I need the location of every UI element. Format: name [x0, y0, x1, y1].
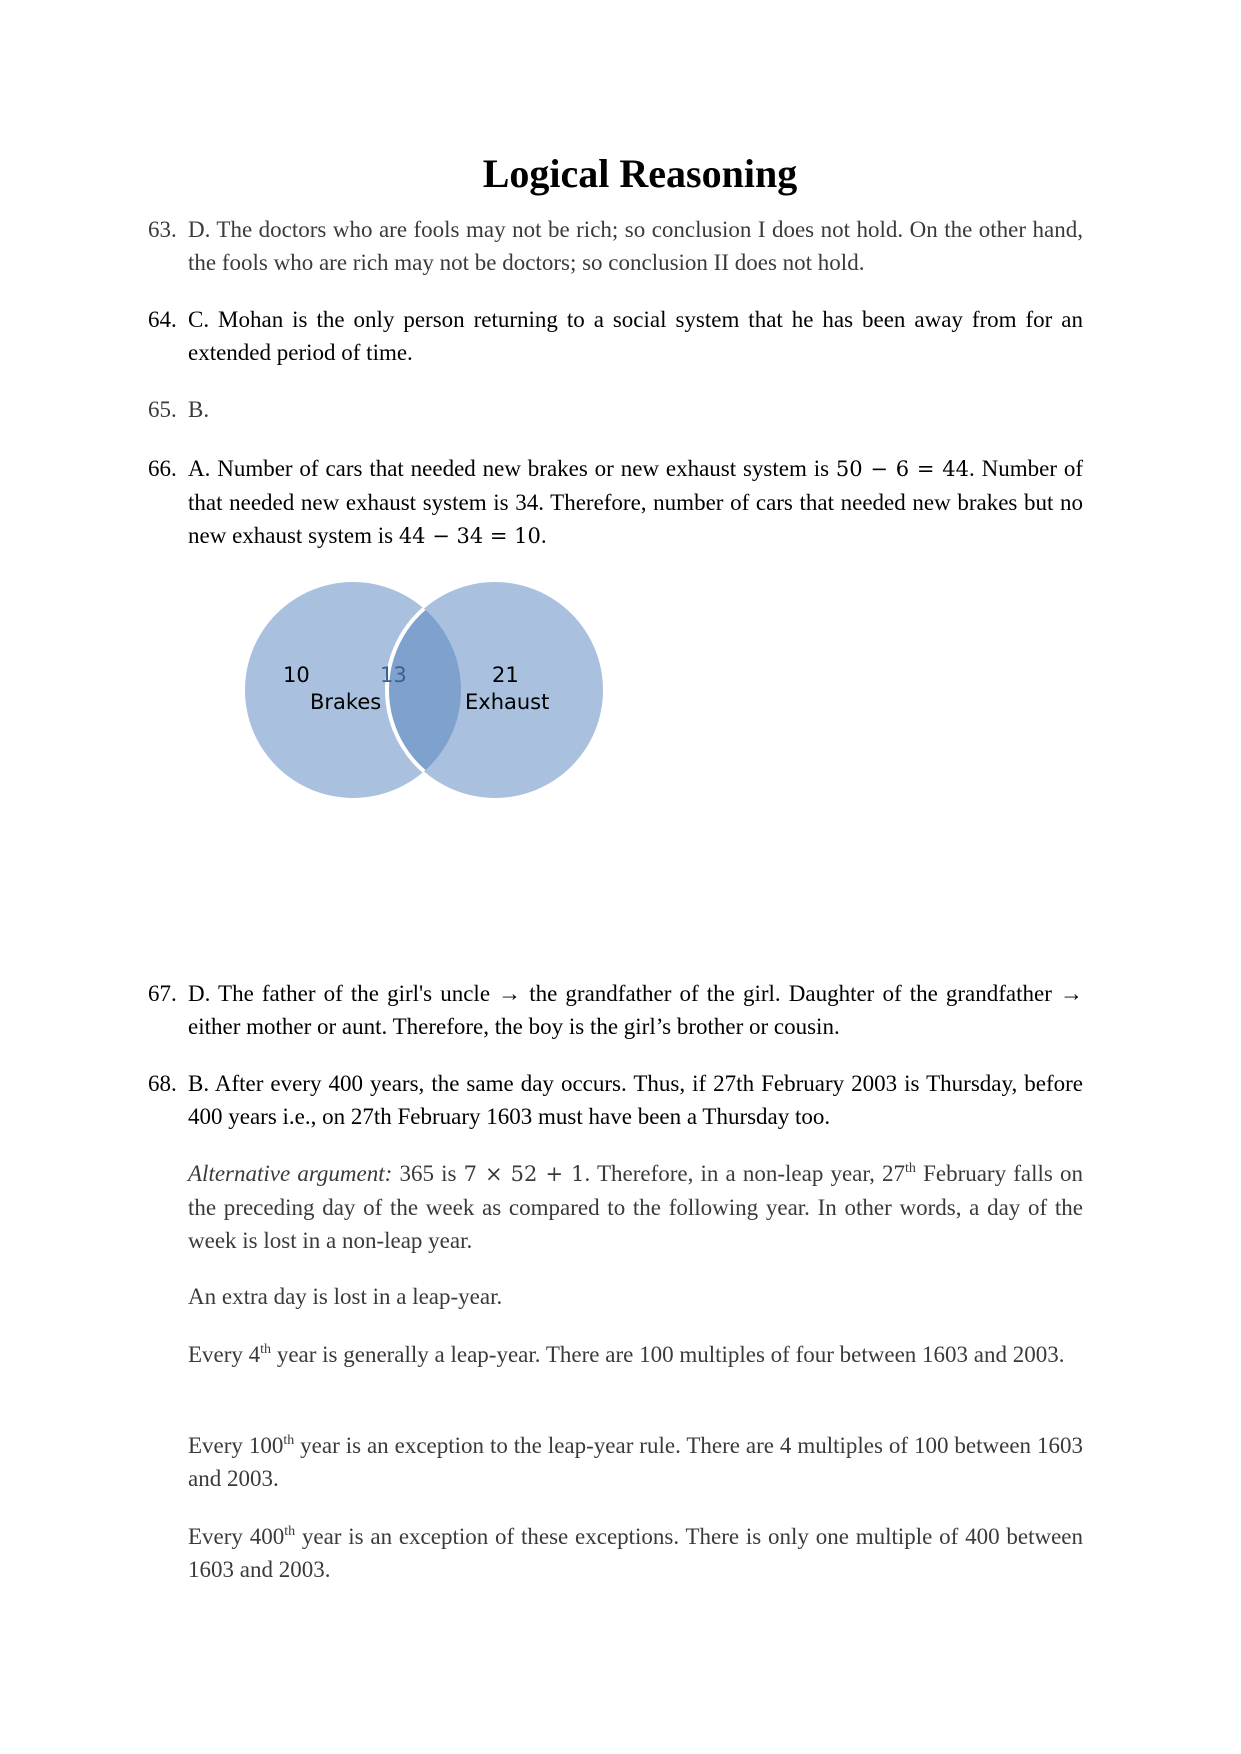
answer-64	[148, 303, 1083, 369]
exhaust-only-count: 21	[492, 663, 519, 687]
math-expression: 50 − 6 = 44	[835, 457, 970, 481]
every-4th-paragraph	[188, 1338, 1083, 1371]
item-text: D. The father of the girl's uncle → the grandfather of the girl. Daughter of the grandfather → either mother or aunt. Therefore, the boy is the girl’s brother or cousin.	[188, 981, 1083, 1039]
text-segment: year is generally a leap-year. There are 100 multiples of four between 1603 and 2003.	[271, 1342, 1065, 1367]
text-segment: A. Number of cars that needed new brakes or new exhaust system is	[188, 456, 836, 481]
item-text: D. The doctors who are fools may not be rich; so conclusion I does not hold. On the other hand, the fools who are rich may not be doctors; so conclusion II does not hold.	[188, 217, 1083, 275]
answer-65	[148, 393, 1083, 426]
superscript: th	[283, 1433, 295, 1448]
text-segment: .	[540, 523, 547, 548]
every-100th-paragraph	[188, 1429, 1083, 1495]
text-segment: year is an exception of these exceptions. There is only one multiple of 400 between 1603 and 2003.	[188, 1524, 1083, 1582]
item-number: 68.	[148, 1071, 177, 1096]
answer-63	[148, 213, 1083, 279]
every-400th-paragraph	[188, 1520, 1083, 1586]
item-text: C. Mohan is the only person returning to a social system that he has been away from for an extended period of time.	[188, 307, 1083, 365]
math-expression: 7 × 52 + 1	[463, 1162, 585, 1186]
item-text	[188, 452, 1083, 553]
answer-66	[148, 452, 1083, 553]
exhaust-label: Exhaust	[465, 690, 550, 714]
brakes-label: Brakes	[310, 690, 382, 714]
item-number: 63.	[148, 217, 177, 242]
superscript: th	[284, 1524, 296, 1539]
superscript: th	[905, 1161, 916, 1176]
item-text: B. After every 400 years, the same day occurs. Thus, if 27th February 2003 is Thursday, before 400 years i.e., on 27th February 1603 must have been a Thursday too.	[188, 1071, 1083, 1129]
text-segment: . Therefore, in a non-leap year, 27	[584, 1161, 906, 1186]
math-expression: 44 − 34 = 10	[398, 524, 541, 548]
brakes-only-count: 10	[283, 663, 310, 687]
text-segment: . Number of that needed new exhaust system is 34. Therefore, number of cars that needed new brakes but no new exhaust system is	[188, 456, 1083, 548]
page-title: Logical Reasoning	[482, 151, 798, 196]
item-number: 67.	[148, 981, 177, 1006]
alternative-argument	[188, 1157, 1083, 1257]
item-text: B.	[188, 397, 210, 422]
text-segment: Every 100	[188, 1433, 284, 1458]
text-segment: Every 400	[188, 1524, 285, 1549]
item-number: 65.	[148, 397, 177, 422]
text-segment: Every 4	[188, 1342, 261, 1367]
extra-day-paragraph: An extra day is lost in a leap-year.	[188, 1284, 503, 1309]
alt-lead: Alternative argument:	[188, 1161, 393, 1186]
item-number: 66.	[148, 456, 177, 481]
text-segment: February falls on the preceding day of the week as compared to the following year. In other words, a day of the week is lost in a non-leap year.	[188, 1161, 1083, 1253]
text-segment: year is an exception to the leap-year rule. There are 4 multiples of 100 between 1603 and 2003.	[188, 1433, 1083, 1491]
item-number: 64.	[148, 307, 177, 332]
superscript: th	[260, 1342, 272, 1357]
answer-68	[148, 1067, 1083, 1133]
text-segment: 365 is	[392, 1161, 464, 1186]
venn-diagram	[245, 578, 610, 803]
overlap-count: 13	[380, 663, 407, 687]
answer-67	[148, 977, 1083, 1043]
